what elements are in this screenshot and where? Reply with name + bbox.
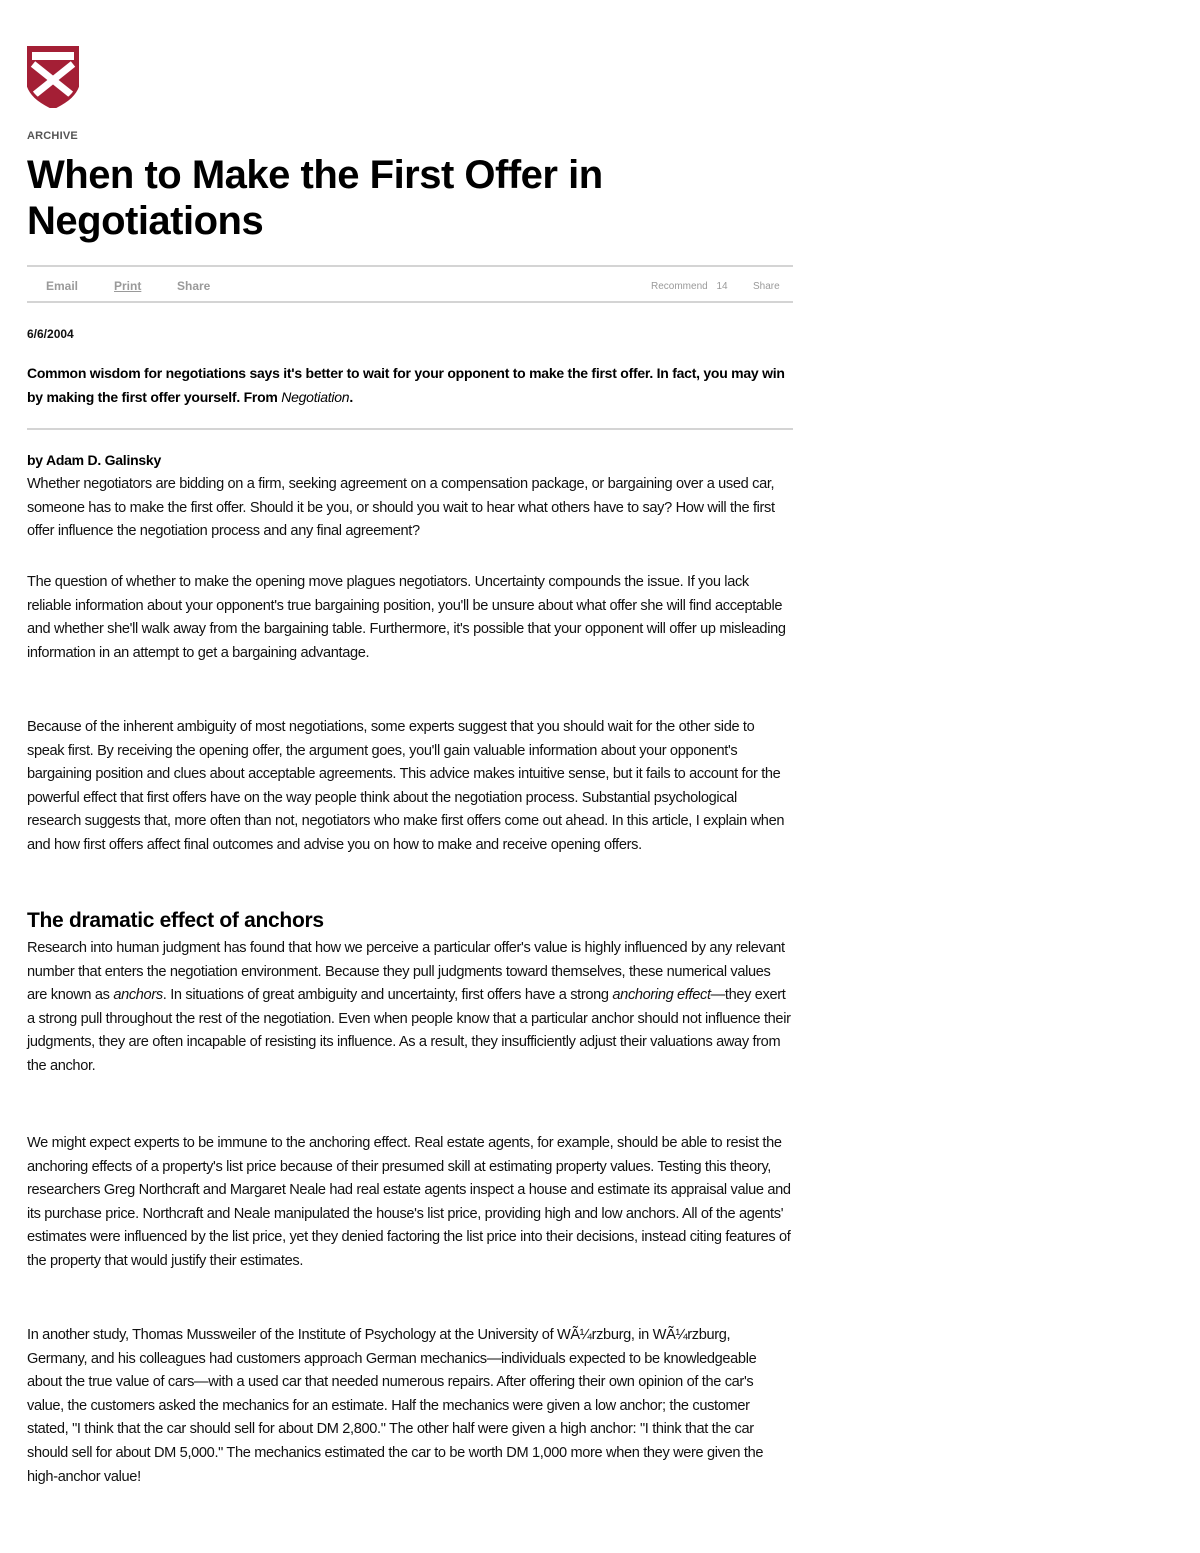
body-paragraph-3: Because of the inherent ambiguity of most negotiations, some experts suggest that you should wait for the other side to speak first. By receiving the opening offer, the argument goes, you'll gain valuable information about your opponent's bargaining position and clues about acceptable agreements. This advice makes intuitive sense, but it fails to account for the powerful effect that first offers have on the way people think about the negotiation process. Substantial psychological research suggests that, more often than not, negotiators who make first offers come out ahead. In this article, I explain when and how first offers affect final outcomes and advise you on how to make and receive opening offers. bbox=[27, 719, 785, 853]
body-paragraph-1: Whether negotiators are bidding on a firm, seeking agreement on a compensation package, or bargaining over a used car, someone has to make the first offer. Should it be you, or should you wait to hear what others have to say? How will the first offer influence the negotiation process and any final agreement? bbox=[27, 476, 775, 540]
p4-text-a: Research into human judgment has found that how we perceive a particular offer's value is highly influenced by any relevant number that enters the negotiation environment. Because they pull judgments toward themselves, these numerical values are known as bbox=[27, 940, 785, 1004]
publish-date: 6/6/2004 bbox=[27, 327, 74, 341]
body-paragraph-4 bbox=[27, 937, 793, 1079]
article-summary bbox=[27, 361, 793, 409]
byline: by Adam D. Galinsky bbox=[27, 452, 161, 468]
divider bbox=[27, 428, 793, 430]
p4-text-b: . In situations of great ambiguity and uncertainty, first offers have a strong bbox=[162, 987, 613, 1004]
section-heading: The dramatic effect of anchors bbox=[27, 909, 324, 932]
share-button-secondary[interactable]: Share bbox=[753, 281, 780, 292]
share-toolbar bbox=[27, 265, 793, 303]
body-paragraph-5: We might expect experts to be immune to the anchoring effect. Real estate agents, for example, should be able to resist the anchoring effects of a property's list price because of their presumed skill at estimating property values. Testing this theory, researchers Greg Northcraft and Margaret Neale had real estate agents inspect a house and estimate its appraisal value and its purchase price. Northcraft and Neale manipulated the house's list price, providing high and low anchors. All of the agents' estimates were influenced by the list price, yet they denied factoring the list price into their decisions, instead citing features of the property that would justify their estimates. bbox=[27, 1135, 791, 1269]
summary-text: Common wisdom for negotiations says it's better to wait for your opponent to make the first offer. In fact, you may win by making the first offer yourself. From bbox=[27, 365, 785, 405]
summary-end: . bbox=[349, 389, 353, 405]
body-paragraph-2: The question of whether to make the opening move plagues negotiators. Uncertainty compounds the issue. If you lack reliable information about your opponent's true bargaining position, you'll be unsure about what offer she will find acceptable and whether she'll walk away from the bargaining table. Furthermore, it's possible that your opponent will offer up misleading information in an attempt to get a bargaining advantage. bbox=[27, 574, 786, 661]
summary-source: Negotiation bbox=[281, 389, 350, 405]
share-button[interactable]: Share bbox=[177, 279, 211, 293]
section-label: ARCHIVE bbox=[27, 130, 78, 142]
recommend-label: Recommend bbox=[651, 281, 708, 292]
recommend-count: 14 bbox=[716, 281, 728, 292]
print-link[interactable]: Print bbox=[114, 279, 142, 293]
hbr-shield-logo[interactable] bbox=[27, 46, 79, 108]
article-title: When to Make the First Offer in Negotiations bbox=[27, 153, 603, 243]
p4-text-c: —they exert a strong pull throughout the rest of the negotiation. Even when people know that a particular anchor should not influence their judgments, they are often incapable of resisting its influence. As a result, they insufficiently adjust their valuations away from the anchor. bbox=[27, 987, 791, 1074]
email-button[interactable]: Email bbox=[46, 279, 79, 293]
p4-emphasis-anchors: anchors bbox=[113, 987, 163, 1004]
recommend-button[interactable] bbox=[651, 281, 728, 292]
p4-emphasis-anchoring-effect: anchoring effect bbox=[612, 987, 711, 1004]
body-paragraph-6: In another study, Thomas Mussweiler of the Institute of Psychology at the University of WÃ¼rzburg, in WÃ¼rzburg, Germany, and his colleagues had customers approach German mechanics—individuals expected to be knowledgeable about the true value of cars—with a used car that needed numerous repairs. After offering their own opinion of the car's value, the customers asked the mechanics for an estimate. Half the mechanics were given a low anchor; the customer stated, "I think that the car should sell for about DM 2,800." The other half were given a high anchor: "I think that the car should sell for about DM 5,000." The mechanics estimated the car to be worth DM 1,000 more when they were given the high-anchor value! bbox=[27, 1327, 764, 1485]
